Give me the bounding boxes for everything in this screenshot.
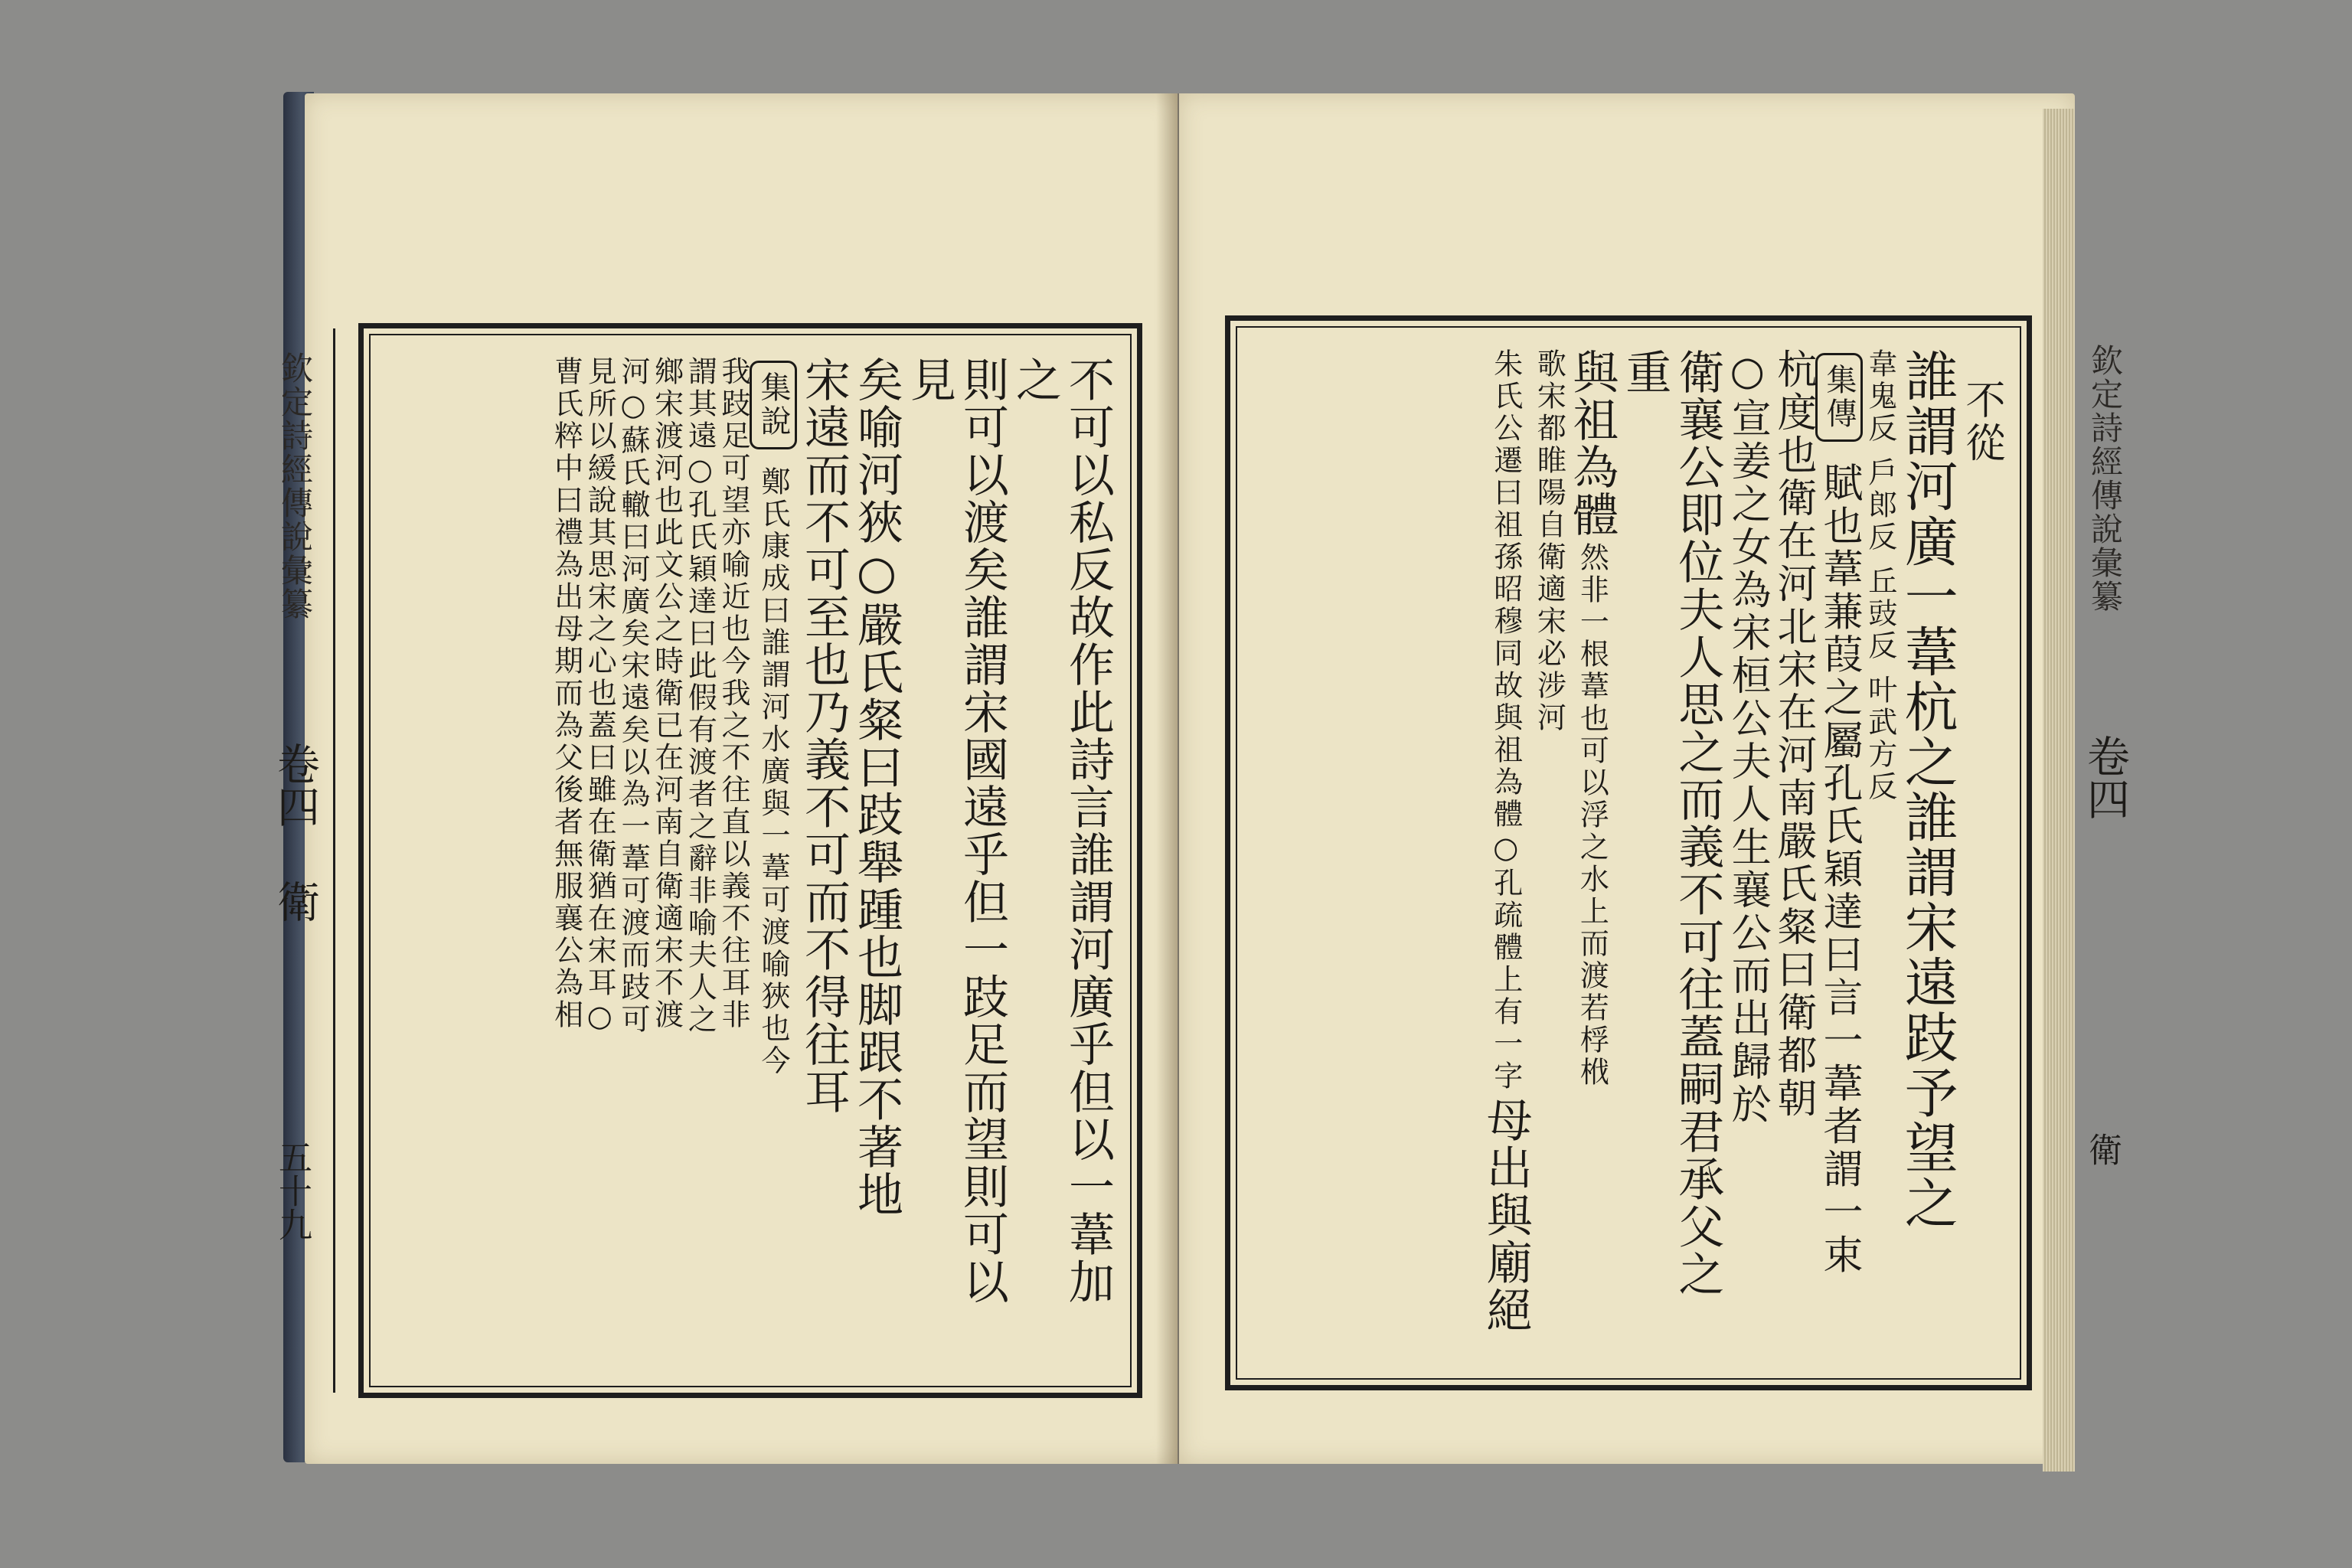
note-column: ○宣姜之女為宋桓公夫人生襄公而出歸於 [1724,348,1771,1126]
note-column: 鄉宋渡河也此文公之時衛已在河南自衛適宋不渡 [649,356,684,1031]
left-section-label: 衛 [270,880,320,923]
note-column [750,356,797,1077]
left-margin-column [249,328,335,1393]
right-text-block [1479,348,2004,1344]
small-note: 歌宋都睢陽自衛適宋必涉河 [1532,348,1566,734]
small-note: 然非一根葦也可以浮之水上而渡若桴栰 [1575,542,1609,1089]
left-folio: 五十九 [273,1140,312,1241]
note-column: 我跂足可望亦喻近也今我之不往直以義不往耳非 [717,356,750,1031]
annotation-seal-jizhuan: 集傳 [1815,353,1863,442]
left-margin-title: 欽定詩經傳說彙纂 [276,351,314,621]
right-margin-title: 欽定詩經傳說彙纂 [2086,344,2124,613]
note-column [1815,348,1863,1277]
left-text-frame [270,323,1142,1398]
note-column: 曹氏粹中曰禮為出母期而為父後者無服襄公為相 [549,356,583,1031]
main-column: 宋遠而不可至也乃義不可而不得往耳 [797,356,851,1116]
main-column: 則可以渡矣誰謂宋國遠乎但一跂足而望則可以見 [903,356,1009,1305]
note-column: 河○蘇氏轍曰河廣矣宋遠矣以為一葦可渡而跂可 [616,356,650,1036]
end-line: 母出與廟絕 [1478,1096,1533,1334]
reading-note: 戶郎反 [1863,457,1897,554]
note-text: 鄭氏康成曰誰謂河水廣與一葦可渡喻狹也今 [756,466,790,1078]
reading-note: 叶武方反 [1863,675,1897,804]
open-book [270,84,2130,1470]
main-column: 不可以私反故作此詩言誰謂河廣乎但以一葦加之 [1008,356,1115,1305]
page-edges [2043,109,2075,1472]
note-column: 見所以緩說其思宋之心也蓋曰雖在衛猶在宋耳○ [583,356,617,1036]
note-text: 賦也葦蒹葭之屬孔氏穎達曰言一葦者謂一束 [1816,462,1863,1277]
poem-line: 誰謂河廣一葦杭之誰謂宋遠跂予望之 [1896,348,1959,1230]
commentary-line: 與祖為體 [1565,348,1619,538]
right-page [1179,93,2130,1464]
commentary-line: 衛襄公即位夫人思之而義不可往蓋嗣君承父之重 [1618,348,1725,1298]
left-text-block [549,356,1114,1351]
reading-note: 丘豉反 [1863,566,1897,663]
line-cong: 不從 [1958,379,2004,465]
left-juan-label: 卷四 [270,742,320,828]
annotation-seal-jishuo: 集說 [750,361,797,449]
right-folio: 衛 [2082,1132,2122,1166]
note-column: 謂其遠○孔氏穎達曰此假有渡者之辭非喻夫人之 [683,356,717,1036]
right-juan-label: 卷四 [2080,734,2130,820]
reading-note-column [1863,348,1896,803]
note-column: 杭度也衛在河北宋在河南嚴氏粲曰衛都朝 [1770,348,1817,1120]
main-column: 矣喻河狹○嚴氏粲曰跂舉踵也脚跟不著地 [850,356,903,1218]
small-note: 朱氏公遷曰祖孫昭穆同故與祖為體○孔疏體上有一字 [1488,348,1523,1093]
reading-note: 韋鬼反 [1863,348,1897,445]
left-page [270,93,1178,1464]
right-text-frame [1225,315,2130,1390]
